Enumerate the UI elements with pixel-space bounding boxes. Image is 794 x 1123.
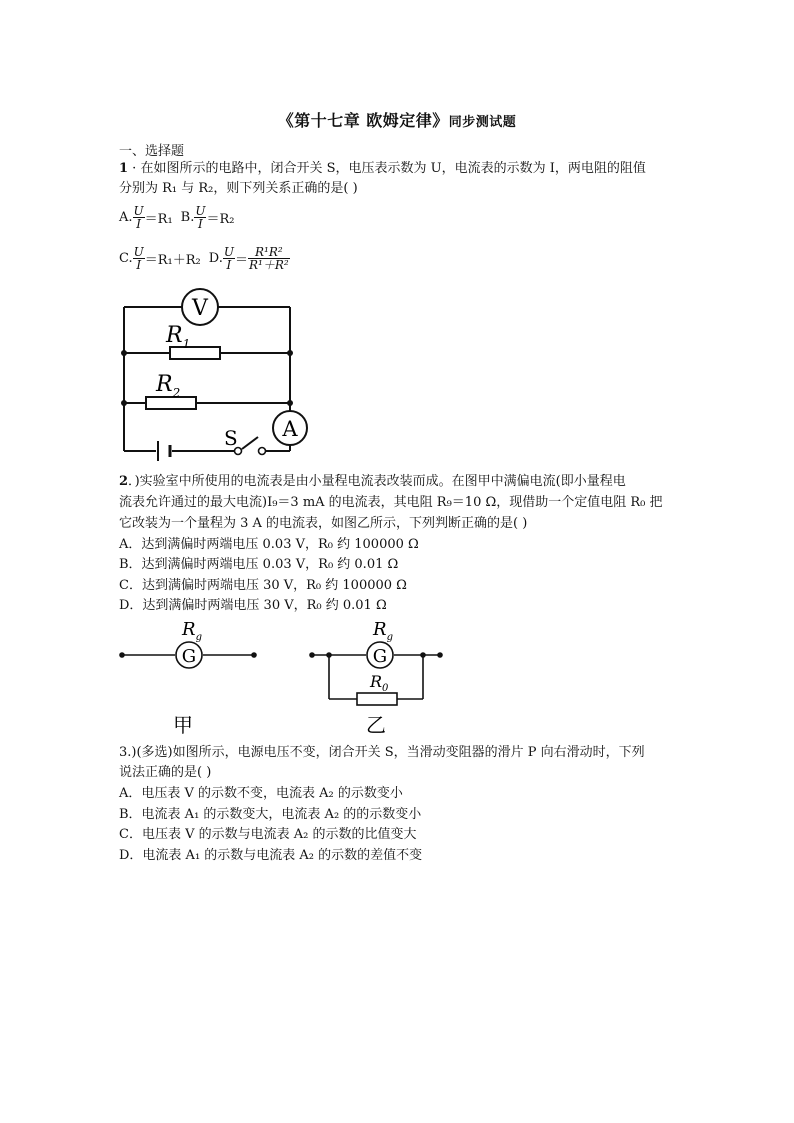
junction-dot — [326, 652, 332, 658]
ammeter-label: A — [282, 417, 298, 441]
q1-text-line2: 分别为 R₁ 与 R₂，则下列关系正确的是( ) — [119, 181, 358, 196]
terminal-dot — [251, 652, 257, 658]
junction-dot — [287, 350, 293, 356]
junction-dot — [420, 652, 426, 658]
resistor-r1 — [170, 347, 220, 359]
switch-blade — [242, 437, 258, 449]
q2-circuit-figures — [110, 615, 460, 740]
q1-option-b[interactable]: B. $\frac{U}{I}$ ＝R₂ — [180, 204, 235, 231]
q1-text-line1: 1 · 在如图所示的电路中，闭合开关 S，电压表示数为 U，电流表的示数为 I，两电阻的阻值 — [119, 161, 646, 176]
title-main: 《第十七章 欧姆定律》 — [277, 111, 449, 130]
q2-text-line1: 2．)实验室中所使用的电流表是由小量程电流表改装而成。在图甲中满偏电流(即小量程电 — [119, 474, 626, 489]
figure-jia — [119, 619, 257, 737]
q1-options-row2 — [119, 246, 298, 271]
r0-label: $R_0$ — [370, 672, 389, 694]
r1-label: $R_1$ — [166, 323, 191, 351]
q3-option-d[interactable]: D．电流表 A₁ 的示数与电流表 A₂ 的示数的差值不变 — [119, 848, 423, 863]
rg-label: $R_g$ — [373, 619, 393, 643]
galvanometer-label: G — [181, 646, 197, 667]
q1-options-row1 — [119, 205, 242, 230]
q2-option-a[interactable]: A．达到满偏时两端电压 0.03 V，R₀ 约 100000 Ω — [119, 537, 419, 552]
junction-dot — [287, 400, 293, 406]
q1-text-a: 在如图所示的电路中，闭合开关 S，电压表示数为 U，电流表的示数为 I，两电阻的阻值 — [140, 161, 646, 176]
q3-text-line1: 3.)(多选)如图所示，电源电压不变，闭合开关 S，当滑动变阻器的滑片 P 向右滑动时，下列 — [119, 745, 645, 760]
page-title — [0, 108, 794, 131]
r2-label: $R_2$ — [156, 372, 181, 400]
title-sub: 同步测试题 — [448, 115, 517, 130]
junction-dot — [121, 400, 127, 406]
fraction-u-over-i: $\frac{U}{I}$ — [195, 204, 206, 231]
fraction-r1r2: $\frac{\text{R¹R²}}{\text{R¹＋R²}}$ — [248, 245, 289, 272]
q3-option-b[interactable]: B．电流表 A₁ 的示数变大，电流表 A₂ 的的示数变小 — [119, 807, 422, 822]
q2-text-line3: 它改装为一个量程为 3 A 的电流表，如图乙所示，下列判断正确的是( ) — [119, 516, 528, 531]
q1-option-c[interactable]: C. $\frac{U}{I}$ ＝R₁＋R₂ — [119, 245, 201, 272]
q2-option-b[interactable]: B．达到满偏时两端电压 0.03 V，R₀ 约 0.01 Ω — [119, 557, 399, 572]
q1-option-d[interactable]: D. $\frac{U}{I}$ ＝ $\frac{\text{R¹R²}}{\text{R¹＋R²}}$ — [208, 245, 289, 272]
q2-number: 2 — [119, 474, 129, 489]
fraction-u-over-i: $\frac{U}{I}$ — [133, 245, 144, 272]
switch-label: S — [224, 426, 238, 450]
terminal-dot — [309, 652, 315, 658]
q1-number: 1 — [119, 161, 129, 176]
switch-contact — [259, 448, 266, 455]
terminal-dot — [119, 652, 125, 658]
junction-dot — [121, 350, 127, 356]
galvanometer-label: G — [372, 646, 388, 667]
fraction-u-over-i: $\frac{U}{I}$ — [223, 245, 234, 272]
fraction-u-over-i: $\frac{U}{I}$ — [133, 204, 144, 231]
figure-label-yi: 乙 — [366, 713, 386, 737]
figure-yi — [309, 619, 443, 737]
q2-option-c[interactable]: C．达到满偏时两端电压 30 V，R₀ 约 100000 Ω — [119, 578, 407, 593]
resistor-r2 — [146, 397, 196, 409]
resistor-r0 — [357, 693, 397, 705]
section-heading: 一、选择题 — [119, 144, 185, 159]
q3-text-line2: 说法正确的是( ) — [119, 765, 212, 780]
rg-label: $R_g$ — [182, 619, 202, 643]
q1-circuit-diagram — [110, 285, 320, 465]
voltmeter-label: V — [192, 296, 208, 321]
terminal-dot — [437, 652, 443, 658]
q3-option-a[interactable]: A．电压表 V 的示数不变，电流表 A₂ 的示数变小 — [119, 786, 403, 801]
q2-option-d[interactable]: D．达到满偏时两端电压 30 V，R₀ 约 0.01 Ω — [119, 598, 387, 613]
q2-text-line2: 流表允许通过的最大电流)I₉＝3 mA 的电流表，其电阻 R₉＝10 Ω，现借助一个定值电阻 R₀ 把 — [119, 495, 663, 510]
q3-option-c[interactable]: C．电压表 V 的示数与电流表 A₂ 的示数的比值变大 — [119, 827, 417, 842]
q1-option-a[interactable]: A. $\frac{U}{I}$ ＝R₁ — [119, 204, 173, 231]
figure-label-jia: 甲 — [173, 713, 193, 737]
